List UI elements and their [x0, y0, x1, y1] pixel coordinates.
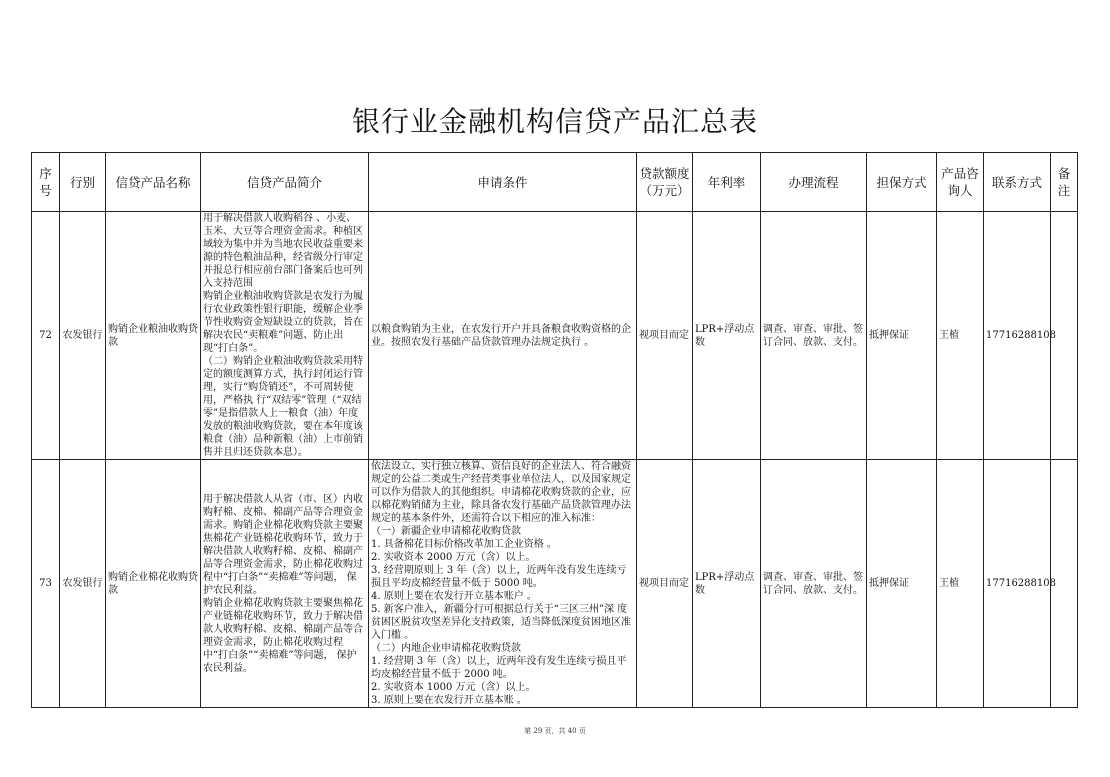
credit-product-table [31, 152, 1078, 708]
header-note: 备注 [1051, 153, 1078, 212]
cell-annual-rate: LPR+浮动点数 [693, 212, 761, 460]
page-number: 第 29 页，共 40 页 [524, 727, 586, 735]
cell-product-intro: 用于解决借款人收购稻谷 、小麦、玉米、大豆等合理资金需求。种植区域较为集中并为当地农民收益重要来源的特色粮油品种，经省级分行审定并报总行相应前台部门备案后也可列入支持范围 购销企业粮油收购贷款是农发行为履行农业政策性银行职能，缓解企业季节性收购资金短缺设立的贷款，旨在解决农民“卖粮难”问题、防止出现“打白条”。 （二）购销企业粮油收购贷款采用特定的额度测算方式，执行封闭运行管理，实行“购贷销还”，不可周转使用，严格执 行“双结零”管理（“双结零”是指借款人上一粮食（油）年度发放的粮油收购贷款，要在本年度该粮食（油）品种新粮（油）上市前销售并且归还贷款本息）。 [201, 212, 369, 460]
cell-annual-rate: LPR+浮动点数 [693, 460, 761, 708]
header-bank: 行别 [60, 153, 106, 212]
header-seq: 序号 [32, 153, 60, 212]
cell-product-intro: 用于解决借款人从省（市、区）内收购籽棉、皮棉、棉副产品等合理资金需求。购销企业棉花收购贷款主要聚焦棉花产业链棉花收购环节，致力于解决借款人收购籽棉、皮棉、棉副产品等合理资金需求，防止棉花收购过程中“打白条”“卖棉难”等问题， 保护农民利益。 购销企业棉花收购贷款主要聚焦棉花产业链棉花收购环节，致力于解决借款人收购籽棉、皮棉、棉副产品等合理资金需求，防止棉花收购过程中“打白条”“卖棉难”等问题， 保护农民利益。 [201, 460, 369, 708]
cell-consultant: 王植 [937, 212, 984, 460]
header-product-intro: 信贷产品简介 [201, 153, 369, 212]
cell-conditions: 依法设立、实行独立核算、资信良好的企业法人、符合融资规定的公益二类或生产经营类事业单位法人，以及国家规定可以作为借款人的其他组织。申请棉花收购贷款的企业，应以棉花购销储为主业，除具备农发行基础产品贷款管理办法规定的基本条件外，还需符合以下相应的准入标准： （一）新疆企业申请棉花收购贷款 1. 具备棉花目标价格改革加工企业资格 。 2. 实收资本 2000 万元（含）以上。 3. 经营期原则上 3 年（含）以上，近两年没有发生连续亏损且平均皮棉经营量不低于 5000 吨。 4. 原则上要在农发行开立基本账户 。 5. 新客户准入，新疆分行可根据总行关于“三区三州”深 度贫困区脱贫攻坚差异化支持政策，适当降低深度贫困地区准入门槛 。 （二）内地企业申请棉花收购贷款 1. 经营期 3 年（含）以上，近两年没有发生连续亏损且平均皮棉经营量不低于 2000 吨。 2. 实收资本 1000 万元（含）以上。 3. 原则上要在农发行开立基本账 。 [369, 460, 637, 708]
cell-guarantee: 抵押保证 [867, 212, 937, 460]
header-annual-rate: 年利率 [693, 153, 761, 212]
header-process: 办理流程 [761, 153, 867, 212]
cell-loan-amount: 视项目而定 [637, 212, 693, 460]
table-row [32, 212, 1078, 460]
header-loan-amount: 贷款额度（万元） [637, 153, 693, 212]
cell-guarantee: 抵押保证 [867, 460, 937, 708]
table-header-row [32, 153, 1078, 212]
cell-consultant: 王植 [937, 460, 984, 708]
table-row [32, 460, 1078, 708]
cell-product-name: 购销企业粮油收购贷款 [106, 212, 201, 460]
cell-contact: 17716288108 [984, 460, 1051, 708]
cell-conditions: 以粮食购销为主业，在农发行开户并具备粮食收购资格的企业。按照农发行基础产品贷款管理办法规定执行 。 [369, 212, 637, 460]
header-consultant: 产品咨询人 [937, 153, 984, 212]
header-guarantee: 担保方式 [867, 153, 937, 212]
header-conditions: 申请条件 [369, 153, 637, 212]
cell-process: 调查、审查、审批、签订合同、放款、支付。 [761, 460, 867, 708]
cell-contact: 17716288108 [984, 212, 1051, 460]
header-product-name: 信贷产品名称 [106, 153, 201, 212]
header-contact: 联系方式 [984, 153, 1051, 212]
cell-bank: 农发银行 [60, 212, 106, 460]
cell-bank: 农发银行 [60, 460, 106, 708]
page-title: 银行业金融机构信贷产品汇总表 [351, 105, 758, 138]
cell-process: 调查、审查、审批、签订合同、放款、支付。 [761, 212, 867, 460]
cell-product-name: 购销企业棉花收购贷款 [106, 460, 201, 708]
cell-seq: 72 [32, 212, 60, 460]
cell-loan-amount: 视项目而定 [637, 460, 693, 708]
cell-seq: 73 [32, 460, 60, 708]
